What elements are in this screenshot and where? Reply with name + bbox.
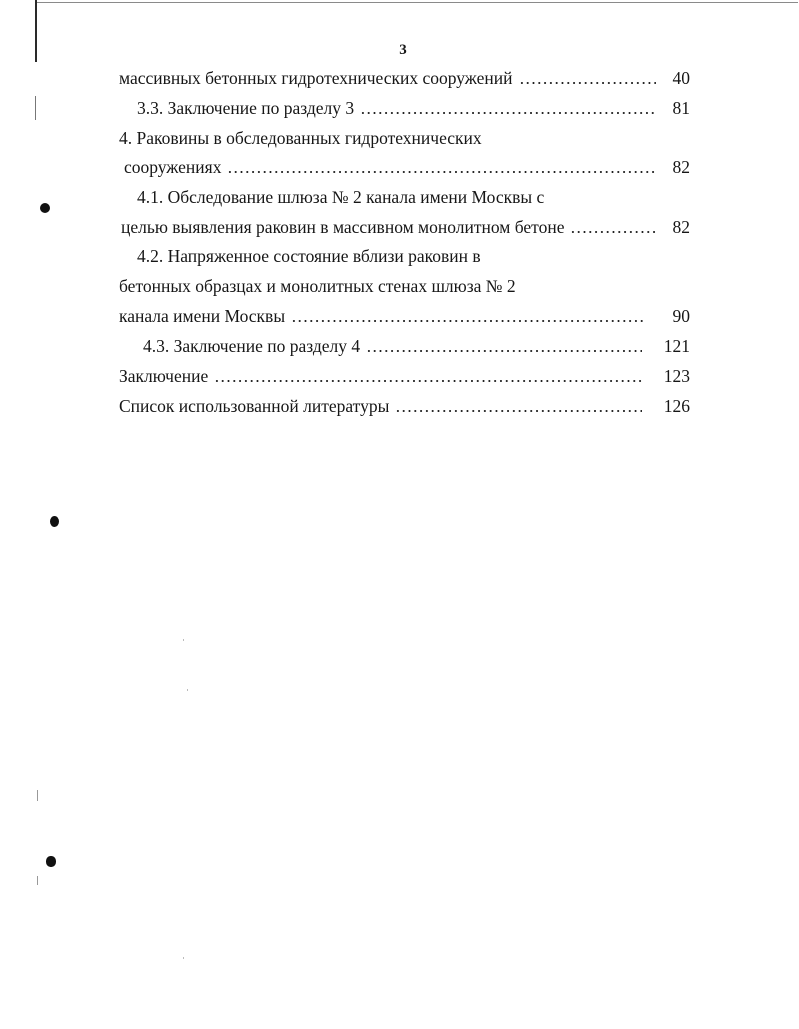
toc-line [119,67,690,89]
scan-speck [37,790,38,801]
punch-hole-mark-bottom [46,856,56,867]
scan-left-edge-line [35,0,37,62]
toc-line [119,395,690,417]
dot-leader [570,216,656,238]
toc-line [137,245,481,267]
toc-entry-text: 3.3. Заключение по разделу 3 [137,98,355,118]
dot-leader [395,395,641,417]
toc-line [119,365,690,387]
punch-hole-mark-middle [50,516,59,527]
scan-speck [183,639,184,641]
toc-page-number: 126 [663,396,690,416]
toc-line [119,305,690,327]
toc-page-number: 90 [672,306,690,326]
scan-left-edge-mark [35,96,36,120]
punch-hole-mark-top [40,203,50,213]
dot-leader [214,365,642,387]
dot-leader [291,305,644,327]
toc-page-number: 81 [672,98,690,118]
toc-entry-text: канала имени Москвы [119,306,286,326]
dot-leader [519,67,656,89]
toc-line [121,216,690,238]
toc-entry-text: сооружениях [124,157,222,177]
toc-page-number: 121 [663,336,690,356]
scan-speck [37,876,38,885]
toc-line [119,127,482,149]
toc-page-number: 82 [672,157,690,177]
toc-line [137,97,690,119]
scan-top-edge-line [35,2,798,3]
toc-entry-text: массивных бетонных гидротехнических сооружений [119,68,513,88]
toc-entry-text: целью выявления раковин в массивном монолитном бетоне [121,217,565,237]
dot-leader [227,156,656,178]
toc-entry-text: 4.3. Заключение по разделу 4 [143,336,361,356]
toc-line [143,335,690,357]
toc-line [124,156,690,178]
dot-leader [360,97,656,119]
scan-speck [183,957,184,959]
dot-leader [366,335,642,357]
page-number: 3 [399,42,407,58]
toc-page-number: 123 [663,366,690,386]
toc-entry-text: 4. Раковины в обследованных гидротехнических [119,128,482,148]
toc-page-number: 82 [672,217,690,237]
toc-page-number: 40 [672,68,690,88]
toc-entry-text: Заключение [119,366,209,386]
toc-line [119,275,516,297]
toc-entry-text: Список использованной литературы [119,396,390,416]
scan-speck [187,689,188,691]
toc-line [137,186,544,208]
toc-entry-text: 4.1. Обследование шлюза № 2 канала имени Москвы с [137,187,545,207]
toc-entry-text: 4.2. Напряженное состояние вблизи раковин в [137,246,481,266]
toc-entry-text: бетонных образцах и монолитных стенах шлюза № 2 [119,276,516,296]
